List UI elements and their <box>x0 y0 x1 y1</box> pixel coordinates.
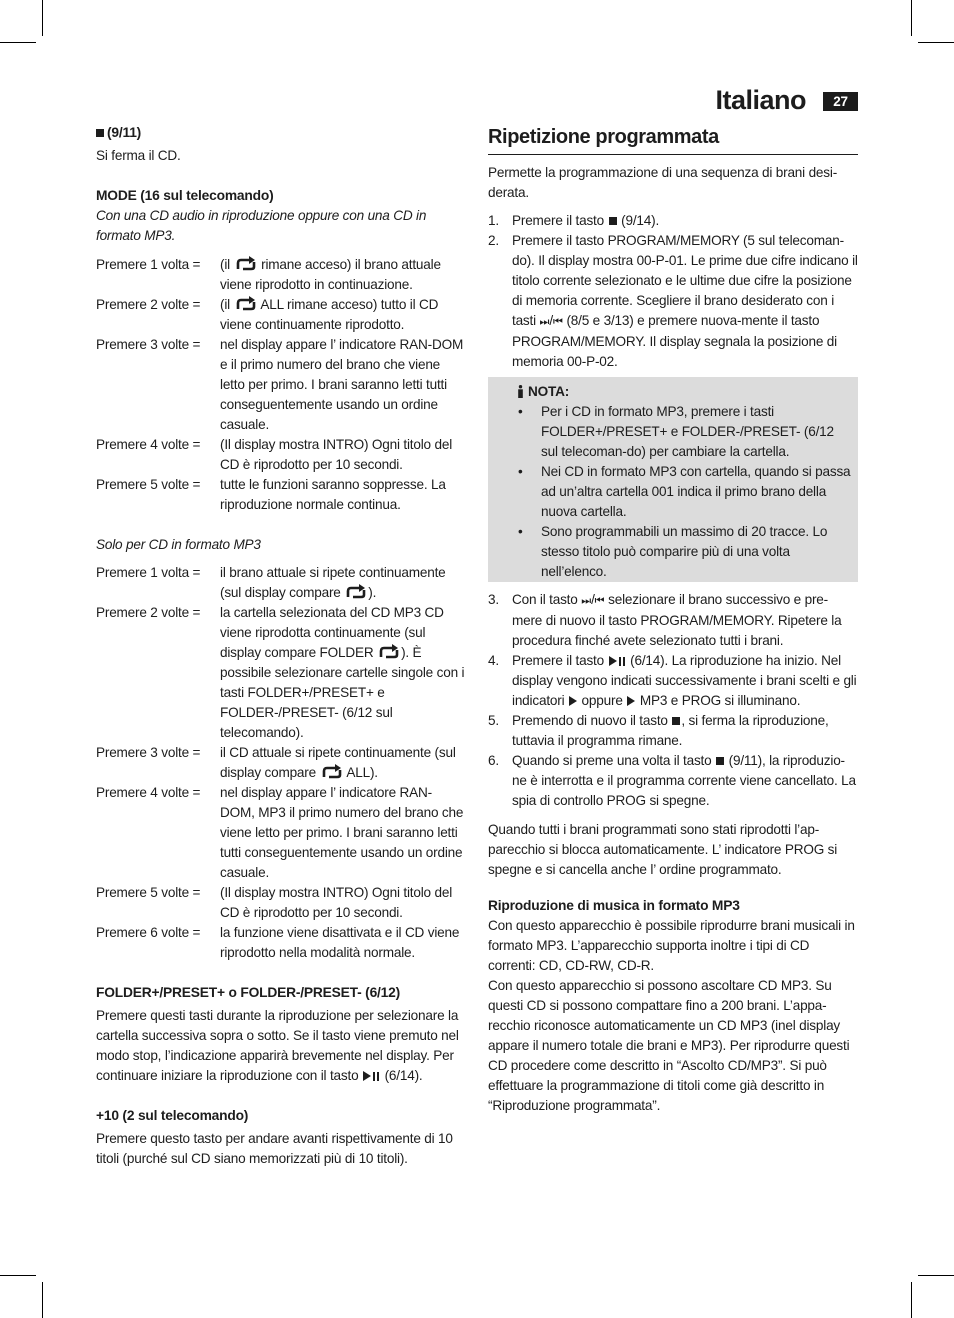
crop-mark <box>0 42 36 43</box>
mp3-row: Premere 2 volte = la cartella selezionata del CD MP3 CD viene riprodotta continuamente (sul display compare FOLDER ). È possibile selezionare cartelle singole con i tasti FOLDER+/PRESET+ e FOLDER-/PRESET- (6/12 sul telecomando). <box>96 605 465 740</box>
skip-next-icon: ⏭ <box>581 595 590 607</box>
intro-text: Permette la programmazione di una sequenza di brani desi-derata. <box>488 165 838 200</box>
stop-icon <box>609 217 617 225</box>
play-icon <box>609 656 617 666</box>
pause-icon <box>373 1072 379 1081</box>
crop-mark <box>911 0 912 36</box>
mode-row: Premere 4 volte = (Il display mostra INTRO) Ogni titolo del CD è riprodotto per 10 secondi. <box>96 437 453 472</box>
repeat-icon <box>235 296 257 312</box>
step-item: 1. Premere il tasto (9/14). <box>488 213 660 228</box>
repeat-icon <box>235 256 257 272</box>
step-item: 5. Premendo di nuovo il tasto , si ferma la riproduzione, tuttavia il programma rimane. <box>488 713 829 748</box>
folder-heading: FOLDER+/PRESET+ o FOLDER-/PRESET- (6/12) <box>96 985 401 1000</box>
mp3-row: Premere 4 volte = nel display appare l’ indicatore RAN-DOM, MP3 il primo numero del brano che viene letto per primo. I brani saranno letti tutti conseguentemente usando un ordine casuale. <box>96 785 464 880</box>
mp3-heading: Riproduzione di musica in formato MP3 <box>488 898 740 913</box>
skip-prev-icon: ⏮ <box>594 595 603 607</box>
crop-mark <box>42 0 43 36</box>
mode-row: Premere 1 volta = (il rimane acceso) il brano attuale viene riprodotto in continuazione. <box>96 257 441 292</box>
right-column <box>488 123 858 1116</box>
left-column <box>96 123 466 1169</box>
mp3-subtitle: Solo per CD in formato MP3 <box>96 537 261 552</box>
repeat-icon <box>321 764 343 780</box>
crop-mark <box>42 1282 43 1318</box>
folder-text: Premere questi tasti durante la riproduzione per selezionare la cartella successiva sopra o sotto. Se il tasto viene premuto nel modo stop, l’indicazione apparirà brevemente nel display. Per continuare iniziare la riproduzione con il tasto (6/14). <box>96 1008 459 1083</box>
closing-text: Quando tutti i brani programmati sono stati riprodotti l’ap-parecchio si blocca automaticamente. L’ indicatore PROG si spegne e si cancella anche l’ ordine programmato. <box>488 822 838 877</box>
mode-subtitle: Con una CD audio in riproduzione oppure con una CD in formato MP3. <box>96 208 427 243</box>
crop-mark <box>918 42 954 43</box>
mp3-text-2: Con questo apparecchio si possono ascoltare CD MP3. Su questi CD si possono compattare fino a 200 brani. L’appa-recchio riconosce automaticamente un CD MP3 (inel display appare il numero totale die brani e MP3). Per riprodurre questi CD procedere come descritto in “Ascolto CD/MP3”. Si può effettuare la programmazione di titoli come già descritto in “Riproduzione programmata”. <box>488 978 850 1113</box>
step-item: 4. Premere il tasto (6/14). La riproduzione ha inizio. Nel display vengono indicati successivamente i brani scelti e gli indicatori oppure MP3 e PROG si illuminano. <box>488 653 857 708</box>
mp3-row: Premere 6 volte = la funzione viene disattivata e il CD viene riprodotto nella modalità normale. <box>96 925 460 960</box>
play-icon <box>627 696 635 706</box>
play-icon <box>363 1071 371 1081</box>
stop-heading: (9/11) <box>96 123 466 143</box>
play-icon <box>569 696 577 706</box>
stop-icon <box>96 129 104 137</box>
repeat-icon <box>378 644 400 660</box>
mp3-row: Premere 3 volte = il CD attuale si ripete continuamente (sul display compare ALL). <box>96 745 456 780</box>
mode-row: Premere 2 volte = (il ALL rimane acceso) tutto il CD viene continuamente riprodotto. <box>96 297 439 332</box>
step-item: 6. Quando si preme una volta il tasto (9/11), la riproduzio-ne è interrotta e il programma corrente viene cancellato. La spia di controllo PROG si spegne. <box>488 753 856 808</box>
skip-next-icon: ⏭ <box>539 316 548 328</box>
note-item: • Per i CD in formato MP3, premere i tasti FOLDER+/PRESET+ e FOLDER-/PRESET- (6/12 sul telecoman-do) per cambiare la cartella. <box>518 404 834 459</box>
pause-icon <box>619 657 625 666</box>
crop-mark <box>918 1275 954 1276</box>
mode-row: Premere 5 volte = tutte le funzioni saranno soppresse. La riproduzione normale continua. <box>96 477 446 512</box>
section-title: Ripetizione programmata <box>488 123 858 155</box>
stop-icon <box>672 717 680 725</box>
info-icon <box>516 385 525 398</box>
note-item: • Nei CD in formato MP3 con cartella, quando si passa ad un’altra cartella 001 indica il primo brano della nuova cartella. <box>518 464 851 519</box>
plus10-text: Premere questo tasto per andare avanti rispettivamente di 10 titoli (purché sul CD siano memorizzati più di 10 titoli). <box>96 1131 453 1166</box>
page-number: 27 <box>823 92 858 111</box>
crop-mark <box>911 1282 912 1318</box>
repeat-icon <box>345 584 367 600</box>
stop-icon <box>716 757 724 765</box>
page-language-title: Italiano <box>715 85 806 115</box>
note-box <box>488 377 858 582</box>
mp3-row: Premere 1 volta = il brano attuale si ripete continuamente (sul display compare ). <box>96 565 446 600</box>
mode-row: Premere 3 volte = nel display appare l’ indicatore RAN-DOM e il primo numero del brano che viene letto per primo. I brani saranno letti tutti conseguentemente usando un ordine casuale. <box>96 337 464 432</box>
note-item: • Sono programmabili un massimo di 20 tracce. Lo stesso titolo può comparire più di una volta nell’elenco. <box>518 524 828 579</box>
stop-text: Si ferma il CD. <box>96 148 181 163</box>
skip-prev-icon: ⏮ <box>553 316 561 328</box>
step-item: 2. Premere il tasto PROGRAM/MEMORY (5 sul telecoman-do). Il display mostra 00-P-01. Le prime due cifre indicano il titolo corrente selezionato e le ultime due cifre la posizione di memoria corrente. Scegliere il brano desiderato con i tasti ⏭ /⏮ (8/5 e 3/13) e premere nuova-mente il tasto PROGRAM/MEMORY. Il display segnala la posizione di memoria 00-P-02. <box>488 233 858 369</box>
note-title: NOTA: <box>516 382 858 402</box>
mode-heading: MODE (16 sul telecomando) <box>96 188 274 203</box>
plus10-heading: +10 (2 sul telecomando) <box>96 1108 249 1123</box>
crop-mark <box>0 1275 36 1276</box>
mp3-row: Premere 5 volte = (Il display mostra INTRO) Ogni titolo del CD è riprodotto per 10 secondi. <box>96 885 453 920</box>
step-item: 3. Con il tasto ⏭ /⏮ selezionare il brano successivo e pre-mere di nuovo il tasto PROGRAM/MEMORY. Ripetere la procedura finché avete selezionato tutti i brani. <box>488 592 842 648</box>
mp3-text-1: Con questo apparecchio è possibile riprodurre brani musicali in formato MP3. L’apparecchio supporta inoltre i tipi di CD correnti: CD, CD-RW, CD-R. <box>488 918 855 973</box>
